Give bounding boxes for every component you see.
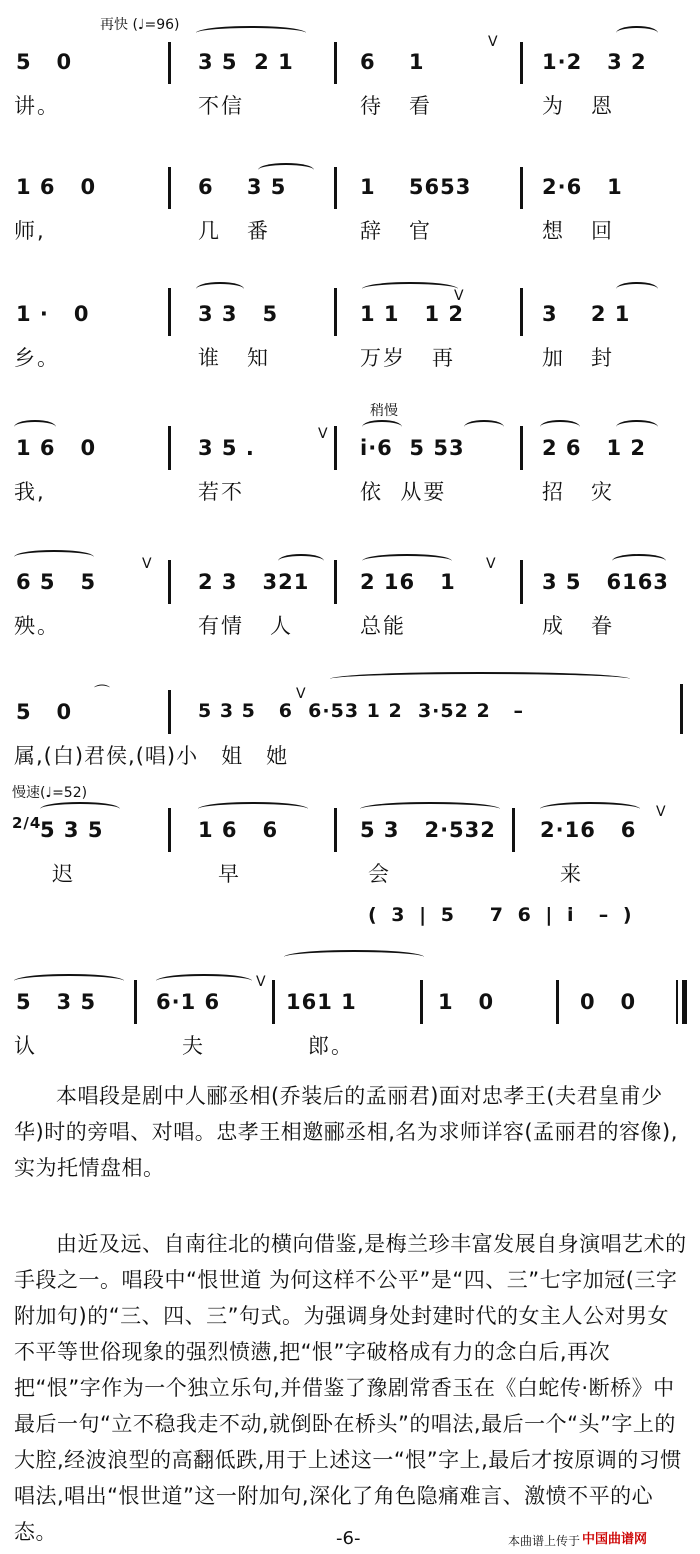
breath-mark: V <box>142 556 152 572</box>
lyric: 师, <box>14 219 46 243</box>
measure: 1 · 0 <box>16 302 90 326</box>
breath-mark: V <box>486 556 496 572</box>
breath-mark: V <box>454 288 464 304</box>
lyric: 夫 <box>182 1034 205 1058</box>
lyric: 若不 <box>198 480 244 504</box>
final-barline <box>676 980 678 1024</box>
measure: 1 1 1 2 <box>360 302 465 326</box>
measure: 2 6 1 2 <box>542 436 647 460</box>
lyric: 殃。 <box>14 614 60 638</box>
lyric: 不信 <box>198 94 244 118</box>
instrumental-prelude: ( 3 | 5 7 6 | i – ) <box>368 904 636 926</box>
lyric: 依 从要 <box>360 480 447 504</box>
barline <box>520 167 523 209</box>
lyric: 属,(白)君侯,(唱)小 姐 她 <box>14 744 289 768</box>
commentary-paragraph: 由近及远、自南往北的横向借鉴,是梅兰珍丰富发展自身演唱艺术的手段之一。唱段中“恨世道 为何这样不公平”是“四、三”七字加冠(三字附加句)的“三、四、三”句式。为强调身处封建时代的女主人公对男女不平等世俗现象的强烈愤懑,把“恨”字破格成有力的念白后,再次把“恨”字作为一个独立乐句,并借鉴了豫剧常香玉在《白蛇传·断桥》中最后一句“立不稳我走不动,就倒卧在桥头”的唱法,最后一个“头”字上的大腔,经波浪型的高翻低跌,用于上述这一“恨”字上,最后才按原调的习惯唱法,唱出“恨世道”这一附加句,深化了角色隐痛难言、激愤不平的心态。 <box>14 1232 687 1544</box>
slur <box>196 26 306 40</box>
measure: 5 3 2·532 <box>360 818 496 842</box>
measure: 3 2 1 <box>542 302 631 326</box>
slur <box>362 420 402 434</box>
barline <box>420 980 423 1024</box>
breath-mark: V <box>488 34 498 50</box>
barline <box>512 808 515 852</box>
slur <box>362 554 452 568</box>
score-system-1 <box>0 0 700 118</box>
site-logo: 中国曲谱网 <box>582 1532 648 1547</box>
barline <box>520 560 523 604</box>
measure: 6 3 5 <box>198 175 287 199</box>
measure: 5 3 5 <box>40 818 104 842</box>
slur <box>258 163 314 177</box>
lyric: 来 <box>560 862 583 886</box>
lyric: 几 番 <box>198 219 271 243</box>
measure: 5 3 5 6 6·53 1 2 3·52 2 – <box>198 700 525 722</box>
barline <box>168 690 171 734</box>
slur <box>198 802 308 816</box>
measure: 1·2 3 2 <box>542 50 647 74</box>
score-system-5 <box>0 520 700 638</box>
score-system-2 <box>0 125 700 243</box>
lyric: 为 恩 <box>542 94 615 118</box>
barline <box>680 684 683 734</box>
measure: 1 6 0 <box>16 436 97 460</box>
lyric: 乡。 <box>14 346 60 370</box>
barline <box>334 167 337 209</box>
barline <box>520 42 523 84</box>
measure: 5 0 <box>16 700 73 724</box>
lyric: 早 <box>218 862 241 886</box>
measure: 5 0 <box>16 50 73 74</box>
upload-note: 本曲谱上传于 <box>508 1534 581 1548</box>
barline <box>168 560 171 604</box>
breath-mark: V <box>256 974 266 990</box>
slur <box>14 550 94 564</box>
measure: 6 5 5 <box>16 570 97 594</box>
slur <box>616 26 658 40</box>
barline <box>168 808 171 852</box>
barline <box>168 42 171 84</box>
barline <box>334 426 337 470</box>
slur <box>14 974 124 988</box>
slur <box>616 282 658 296</box>
lyric: 万岁 再 <box>360 346 456 370</box>
lyric: 成 眷 <box>542 614 615 638</box>
barline <box>334 560 337 604</box>
lyric: 总能 <box>360 614 406 638</box>
slur <box>156 974 252 988</box>
lyric: 认 <box>14 1034 37 1058</box>
measure: 6 1 <box>360 50 425 74</box>
breath-mark: V <box>656 804 666 820</box>
page-number: -6- <box>336 1528 361 1549</box>
lyric: 待 看 <box>360 94 433 118</box>
slur <box>362 282 458 296</box>
slur <box>330 672 630 686</box>
measure: 1 6 6 <box>198 818 279 842</box>
measure: 2 3 321 <box>198 570 310 594</box>
barline <box>272 980 275 1024</box>
score-system-4 <box>0 386 700 504</box>
lyric: 招 灾 <box>542 480 615 504</box>
lyric: 想 回 <box>542 219 615 243</box>
fermata: ⌒ <box>94 683 111 702</box>
slur <box>540 802 640 816</box>
slur <box>284 950 424 964</box>
lyric: 谁 知 <box>198 346 271 370</box>
lyric: 我, <box>14 480 46 504</box>
breath-mark: V <box>296 686 306 702</box>
measure: i·6 5 53 <box>360 436 465 460</box>
barline <box>168 426 171 470</box>
measure: 161 1 <box>286 990 357 1014</box>
slur <box>464 420 504 434</box>
tempo-marking: 再快 (♩=96) <box>100 17 180 33</box>
tempo-marking: 慢速(♩=52) <box>12 785 88 801</box>
measure: 0 0 <box>580 990 637 1014</box>
measure: 6·1 6 <box>156 990 221 1014</box>
commentary-paragraph: 本唱段是剧中人郦丞相(乔装后的孟丽君)面对忠孝王(夫君皇甫少华)时的旁唱、对唱。忠孝王相邀郦丞相,名为求师详容(孟丽君的容像),实为托情盘相。 <box>14 1084 678 1180</box>
lyric: 讲。 <box>14 94 60 118</box>
slur <box>616 420 658 434</box>
measure: 1 0 <box>438 990 495 1014</box>
barline <box>334 808 337 852</box>
measure: 2·6 1 <box>542 175 623 199</box>
barline <box>556 980 559 1024</box>
barline <box>168 167 171 209</box>
measure: 1 5653 <box>360 175 472 199</box>
measure: 3 5 2 1 <box>198 50 294 74</box>
measure: 2·16 6 <box>540 818 637 842</box>
score-system-6 <box>0 650 700 768</box>
barline <box>168 288 171 336</box>
slur <box>360 802 500 816</box>
lyric: 郎。 <box>308 1034 354 1058</box>
measure: 3 5 . <box>198 436 255 460</box>
tempo-marking: 稍慢 <box>370 403 398 419</box>
lyric: 迟 <box>52 862 75 886</box>
slur <box>196 282 244 296</box>
measure: 3 5 6163 <box>542 570 669 594</box>
barline <box>520 288 523 336</box>
lyric: 加 封 <box>542 346 615 370</box>
breath-mark: V <box>318 426 328 442</box>
barline <box>134 980 137 1024</box>
measure: 3 3 5 <box>198 302 279 326</box>
slur <box>14 420 56 434</box>
barline <box>334 42 337 84</box>
score-system-8 <box>0 890 700 1058</box>
lyric: 会 <box>368 862 391 886</box>
slur <box>612 554 666 568</box>
slur <box>40 802 120 816</box>
barline <box>520 426 523 470</box>
score-system-3 <box>0 252 700 370</box>
final-barline <box>682 980 687 1024</box>
measure: 1 6 0 <box>16 175 97 199</box>
measure: 2 16 1 <box>360 570 456 594</box>
lyric: 辞 官 <box>360 219 433 243</box>
lyric: 有情 人 <box>198 614 294 638</box>
time-signature: 2/4 <box>12 814 42 832</box>
score-system-7 <box>0 760 700 886</box>
slur <box>278 554 324 568</box>
measure: 5 3 5 <box>16 990 97 1014</box>
slur <box>540 420 580 434</box>
barline <box>334 288 337 336</box>
